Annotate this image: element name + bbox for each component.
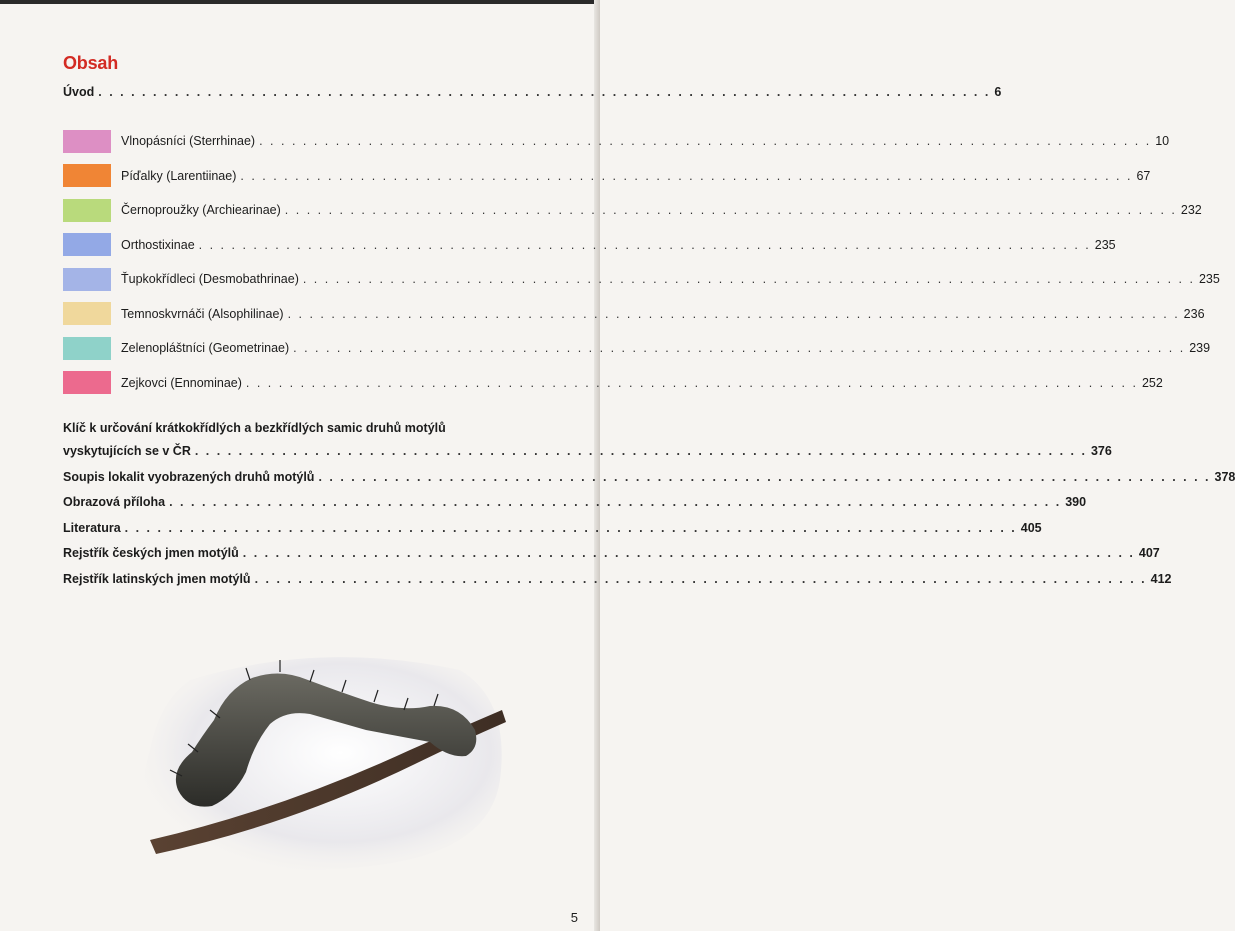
dot-leader: . . . . . . . . . . . . . . . . . . . . . . . . . . . . . . . . . . . . . . . . . . . . . . . . . . . . . . . . . . . . . . . . . . . . . . . . . . . . . . . . . . <box>124 520 1017 535</box>
toc-entry-subfamily[interactable] <box>63 366 1163 401</box>
toc-entry-subfamily[interactable] <box>63 124 1170 159</box>
toc-entry-page: 405 <box>1020 520 1042 535</box>
toc-entry-page: 252 <box>1141 375 1163 390</box>
subfamily-color-swatch <box>63 233 111 256</box>
subfamily-color-swatch <box>63 130 111 153</box>
toc-entry-subfamily[interactable] <box>63 262 1220 297</box>
toc-entry-page: 407 <box>1138 546 1160 560</box>
subfamily-color-swatch <box>63 337 111 360</box>
dot-leader: . . . . . . . . . . . . . . . . . . . . . . . . . . . . . . . . . . . . . . . . . . . . . . . . . . . . . . . . . . . . . . . . . . . . . . . . . . . . . . . . . . <box>169 495 1062 509</box>
toc-entry-page: 6 <box>994 85 1002 99</box>
toc-entry-locality-list[interactable] <box>63 469 1235 495</box>
dot-leader: . . . . . . . . . . . . . . . . . . . . . . . . . . . . . . . . . . . . . . . . . . . . . . . . . . . . . . . . . . . . . . . . . . . . . . . . . . . . . . . . . . <box>287 306 1180 321</box>
subfamily-color-swatch <box>63 302 111 325</box>
dot-leader: . . . . . . . . . . . . . . . . . . . . . . . . . . . . . . . . . . . . . . . . . . . . . . . . . . . . . . . . . . . . . . . . . . . . . . . . . . . . . . . . . . <box>293 341 1186 356</box>
toc-entry-label: Píďalky (Larentiinae) <box>121 168 237 183</box>
toc-entry-page: 376 <box>1090 444 1112 458</box>
toc-entry-page: 235 <box>1094 237 1116 252</box>
toc-entry-subfamily[interactable] <box>63 159 1151 194</box>
toc-entry-label-line1: Klíč k určování krátkokřídlých a bezkřídlých samic druhů motýlů <box>63 421 446 435</box>
toc-entry-latin-index[interactable] <box>63 571 1172 597</box>
table-of-contents <box>63 52 1235 596</box>
toc-entry-page: 378 <box>1214 469 1235 484</box>
toc-entry-label: Ťupkokřídleci (Desmobathrinae) <box>121 272 299 287</box>
toc-entry-page: 235 <box>1198 272 1220 287</box>
caterpillar-photo <box>130 640 510 880</box>
toc-entry-subfamily[interactable] <box>63 297 1205 332</box>
top-edge-strip <box>0 0 600 4</box>
toc-entry-czech-index[interactable] <box>63 545 1160 571</box>
dot-leader: . . . . . . . . . . . . . . . . . . . . . . . . . . . . . . . . . . . . . . . . . . . . . . . . . . . . . . . . . . . . . . . . . . . . . . . . . . . . . . . . . . <box>302 272 1195 287</box>
toc-entry-page: 236 <box>1183 306 1205 321</box>
dot-leader: . . . . . . . . . . . . . . . . . . . . . . . . . . . . . . . . . . . . . . . . . . . . . . . . . . . . . . . . . . . . . . . . . . . . . . . . . . . . . . . . . . <box>242 546 1135 560</box>
toc-entry-label: Orthostixinae <box>121 237 195 252</box>
toc-entry-label: Literatura <box>63 520 121 535</box>
toc-entry-label: Úvod <box>63 85 95 99</box>
subfamily-color-swatch <box>63 371 111 394</box>
dot-leader: . . . . . . . . . . . . . . . . . . . . . . . . . . . . . . . . . . . . . . . . . . . . . . . . . . . . . . . . . . . . . . . . . . . . . . . . . . . . . . . . . . <box>198 237 1091 252</box>
subfamily-list <box>63 124 1220 400</box>
dot-leader: . . . . . . . . . . . . . . . . . . . . . . . . . . . . . . . . . . . . . . . . . . . . . . . . . . . . . . . . . . . . . . . . . . . . . . . . . . . . . . . . . . <box>254 571 1147 586</box>
toc-entry-page: 10 <box>1155 134 1170 149</box>
toc-entry-label: Rejstřík českých jmen motýlů <box>63 546 239 560</box>
toc-entry-subfamily[interactable] <box>63 331 1211 366</box>
back-matter-list <box>63 420 1235 596</box>
toc-entry-label-line2: vyskytujících se v ČR <box>63 444 191 458</box>
toc-entry-intro[interactable] <box>63 84 1002 106</box>
toc-entry-label: Zejkovci (Ennominae) <box>121 375 242 390</box>
toc-title: Obsah <box>63 53 119 73</box>
dot-leader: . . . . . . . . . . . . . . . . . . . . . . . . . . . . . . . . . . . . . . . . . . . . . . . . . . . . . . . . . . . . . . . . . . . . . . . . . . . . . . . . . . <box>318 469 1211 484</box>
toc-entry-page: 67 <box>1136 168 1151 183</box>
subfamily-color-swatch <box>63 164 111 187</box>
page-number: 5 <box>570 910 578 925</box>
toc-entry-label: Soupis lokalit vyobrazených druhů motýlů <box>63 469 315 484</box>
toc-entry-page: 232 <box>1180 203 1202 218</box>
toc-entry-label: Rejstřík latinských jmen motýlů <box>63 571 251 586</box>
toc-entry-page: 412 <box>1150 571 1172 586</box>
toc-entry-label: Obrazová příloha <box>63 495 166 509</box>
dot-leader: . . . . . . . . . . . . . . . . . . . . . . . . . . . . . . . . . . . . . . . . . . . . . . . . . . . . . . . . . . . . . . . . . . . . . . . . . . . . . . . . . . <box>245 375 1138 390</box>
dot-leader: . . . . . . . . . . . . . . . . . . . . . . . . . . . . . . . . . . . . . . . . . . . . . . . . . . . . . . . . . . . . . . . . . . . . . . . . . . . . . . . . . . <box>284 203 1177 218</box>
toc-entry-label: Černoproužky (Archiearinae) <box>121 203 281 218</box>
toc-entry-key[interactable] <box>63 420 1112 469</box>
dot-leader: . . . . . . . . . . . . . . . . . . . . . . . . . . . . . . . . . . . . . . . . . . . . . . . . . . . . . . . . . . . . . . . . . . . . . . . . . . . . . . . . . . <box>259 134 1152 149</box>
toc-entry-label: Vlnopásníci (Sterrhinae) <box>121 134 256 149</box>
dot-leader: . . . . . . . . . . . . . . . . . . . . . . . . . . . . . . . . . . . . . . . . . . . . . . . . . . . . . . . . . . . . . . . . . . . . . . . . . . . . . . . . . . <box>98 85 991 99</box>
toc-entry-picture-appendix[interactable] <box>63 494 1087 520</box>
toc-entry-page: 239 <box>1189 341 1211 356</box>
toc-entry-label: Temnoskvrnáči (Alsophilinae) <box>121 306 284 321</box>
subfamily-color-swatch <box>63 199 111 222</box>
toc-entry-subfamily[interactable] <box>63 228 1116 263</box>
subfamily-color-swatch <box>63 268 111 291</box>
toc-entry-subfamily[interactable] <box>63 193 1202 228</box>
dot-leader: . . . . . . . . . . . . . . . . . . . . . . . . . . . . . . . . . . . . . . . . . . . . . . . . . . . . . . . . . . . . . . . . . . . . . . . . . . . . . . . . . . <box>194 444 1087 458</box>
toc-entry-label: Zelenopláštníci (Geometrinae) <box>121 341 290 356</box>
dot-leader: . . . . . . . . . . . . . . . . . . . . . . . . . . . . . . . . . . . . . . . . . . . . . . . . . . . . . . . . . . . . . . . . . . . . . . . . . . . . . . . . . . <box>240 168 1133 183</box>
toc-entry-page: 390 <box>1065 495 1087 509</box>
toc-entry-literature[interactable] <box>63 520 1042 546</box>
